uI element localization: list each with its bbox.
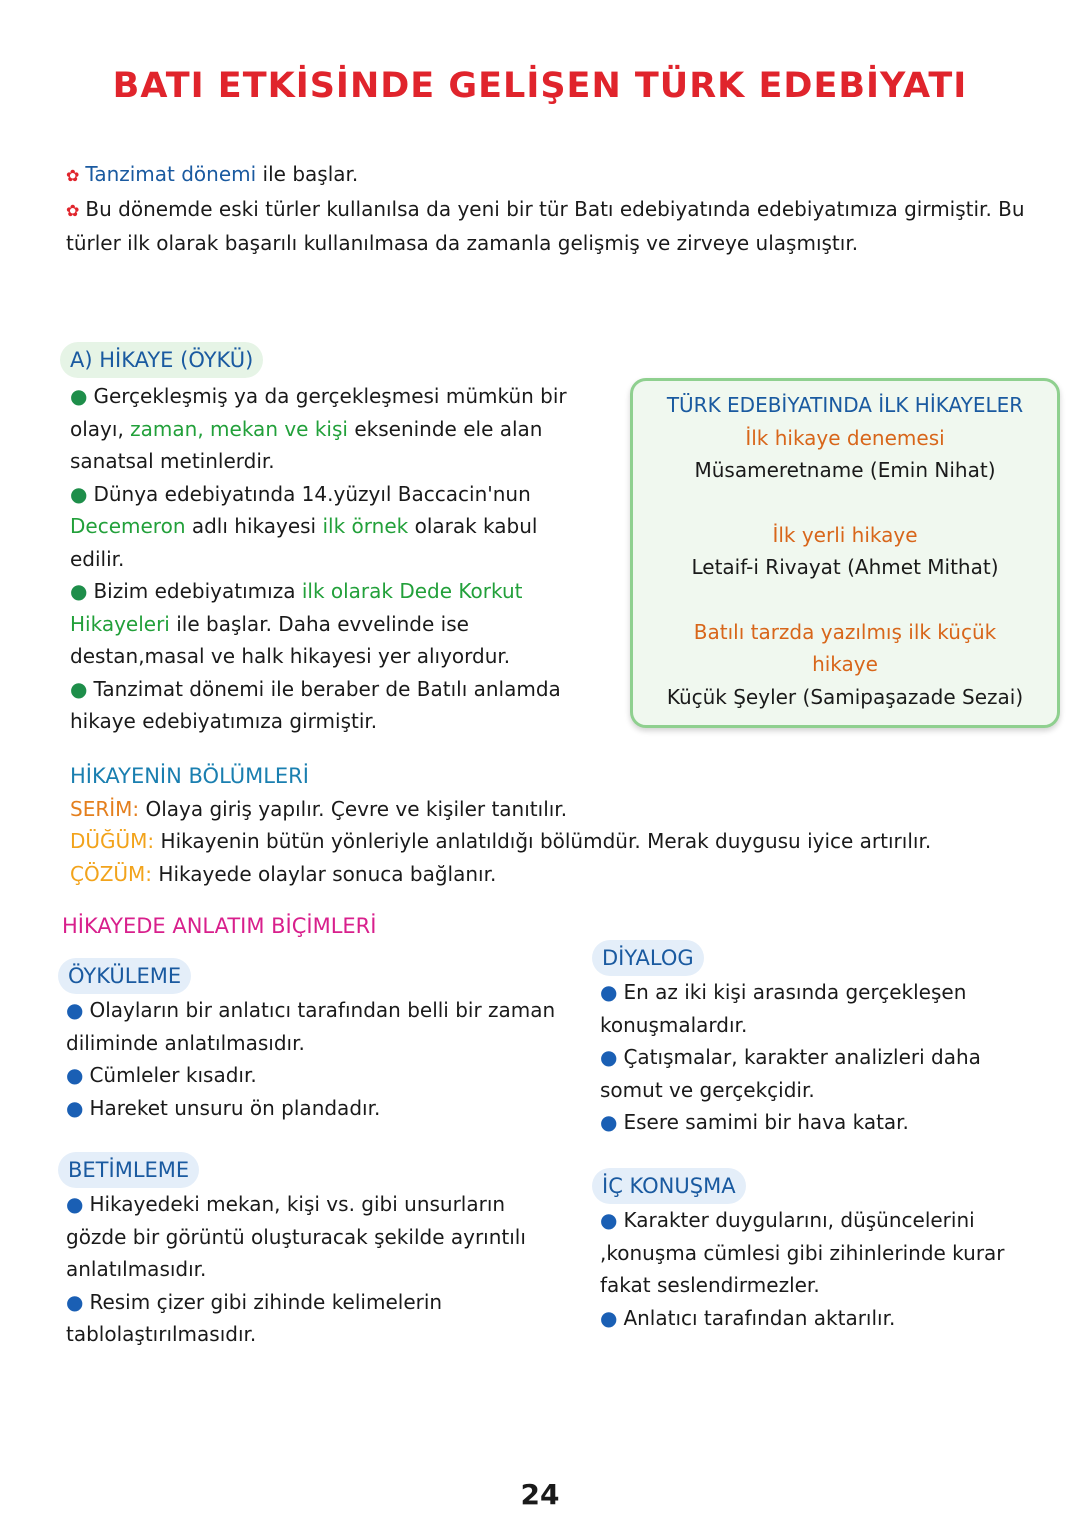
intro [66,158,1026,260]
dot-bullet-icon: ● [600,980,618,1004]
dot-bullet-icon: ● [66,998,84,1022]
diyalog-heading: DİYALOG [592,940,704,976]
dot-bullet-icon: ● [70,481,88,506]
list-item: ● Olayların bir anlatıcı tarafından belli bir zaman diliminde anlatılmasıdır. [66,998,556,1055]
list-item: ● Cümleler kısadır. [66,1063,257,1087]
intro-line-1: ✿ Tanzimat dönemi ile başlar. [66,162,359,186]
dot-bullet-icon: ● [70,579,88,603]
hikaye-paragraph: ● Gerçekleşmiş ya da gerçekleşmesi mümkün bir olayı, zaman, mekan ve kişi ekseninde ele alan sanatsal metinlerdir. [70,384,567,473]
hikaye-paragraph: ● Tanzimat dönemi ile beraber de Batılı anlamda hikaye edebiyatımıza girmiştir. [70,676,561,733]
list-item: ● Resim çizer gibi zihinde kelimelerin tablolaştırılmasıdır. [66,1289,443,1346]
diyalog-list [600,976,1040,1139]
cozum-row: ÇÖZÜM: Hikayede olaylar sonuca bağlanır. [70,861,497,886]
list-item: ● Çatışmalar, karakter analizleri daha somut ve gerçekçidir. [600,1045,981,1102]
box-heading: TÜRK EDEBİYATINDA İLK HİKAYELER [666,393,1024,417]
betimleme-heading-wrap [58,1152,199,1188]
list-item: ● Esere samimi bir hava katar. [600,1110,909,1134]
page-number: 24 [520,1478,560,1511]
hikaye-paragraph: ● Bizim edebiyatımıza ilk olarak Dede Korkut Hikayeleri ile başlar. Daha evvelinde ise destan,masal ve halk hikayesi yer alıyordur. [70,579,523,668]
list-item: ● Karakter duygularını, düşüncelerini ,konuşma cümlesi gibi zihinlerinde kurar fakat seslendirmezler. [600,1208,1005,1297]
ic-konusma-list [600,1204,1020,1334]
bolumler-section [70,760,1060,890]
dot-bullet-icon: ● [66,1063,84,1087]
box-label: İlk yerli hikaye [772,522,918,547]
betimleme-heading: BETİMLEME [58,1152,199,1188]
hikaye-heading: A) HİKAYE (ÖYKÜ) [60,342,263,378]
anlatim-heading: HİKAYEDE ANLATIM BİÇİMLERİ [62,914,377,938]
hikaye-paragraph: ● Dünya edebiyatında 14.yüzyıl Baccacin'nun Decemeron adlı hikayesi ilk örnek olarak kabul edilir. [70,481,538,571]
dot-bullet-icon: ● [600,1045,618,1069]
bolumler-heading: HİKAYENİN BÖLÜMLERİ [70,764,309,788]
ic-konusma-heading-wrap [592,1168,746,1204]
ilk-hikayeler-box [630,378,1060,728]
dugum-row: DÜĞÜM: Hikayenin bütün yönleriyle anlatıldığı bölümdür. Merak duygusu iyice artırılır. [70,829,932,853]
oykuleme-heading-wrap [58,958,191,994]
page-title: BATI ETKİSİNDE GELİŞEN TÜRK EDEBİYATI [112,66,968,106]
oykuleme-heading: ÖYKÜLEME [58,958,191,994]
ic-konusma-heading: İÇ KONUŞMA [592,1168,746,1204]
intro-highlight: Tanzimat dönemi [85,162,257,186]
dot-bullet-icon: ● [600,1305,618,1330]
dot-bullet-icon: ● [66,1095,84,1120]
dot-bullet-icon: ● [66,1192,84,1216]
dot-bullet-icon: ● [70,384,88,408]
oykuleme-list [66,994,556,1124]
box-value: Letaif-i Rivayat (Ahmet Mithat) [691,555,999,579]
dot-bullet-icon: ● [600,1208,618,1232]
flower-bullet-icon: ✿ [66,166,80,185]
dot-bullet-icon: ● [600,1110,618,1134]
intro-line-2: ✿ Bu dönemde eski türler kullanılsa da yeni bir tür Batı edebiyatında edebiyatımıza girmiştir. Bu türler ilk olarak başarılı kullanılmasa da zamanla gelişmiş ve zirveye ulaşmıştır. [66,196,1025,255]
box-value: Müsameretname (Emin Nihat) [694,458,996,482]
dot-bullet-icon: ● [70,676,88,701]
hikaye-body [70,380,595,738]
box-label: Batılı tarzda yazılmış ilk küçük hikaye [693,619,997,676]
box-label: İlk hikaye denemesi [745,425,945,450]
dot-bullet-icon: ● [66,1289,84,1314]
hikaye-heading-wrap [60,342,263,378]
box-value: Küçük Şeyler (Samipaşazade Sezai) [666,684,1024,709]
diyalog-heading-wrap [592,940,704,976]
list-item: ● En az iki kişi arasında gerçekleşen konuşmalardır. [600,980,967,1037]
flower-bullet-icon: ✿ [66,200,80,220]
list-item: ● Anlatıcı tarafından aktarılır. [600,1305,896,1330]
betimleme-list [66,1188,556,1351]
list-item: ● Hareket unsuru ön plandadır. [66,1095,381,1120]
list-item: ● Hikayedeki mekan, kişi vs. gibi unsurların gözde bir görüntü oluşturacak şekilde ayrıntılı anlatılmasıdır. [66,1192,526,1281]
serim-row: SERİM: Olaya giriş yapılır. Çevre ve kişiler tanıtılır. [70,796,568,821]
